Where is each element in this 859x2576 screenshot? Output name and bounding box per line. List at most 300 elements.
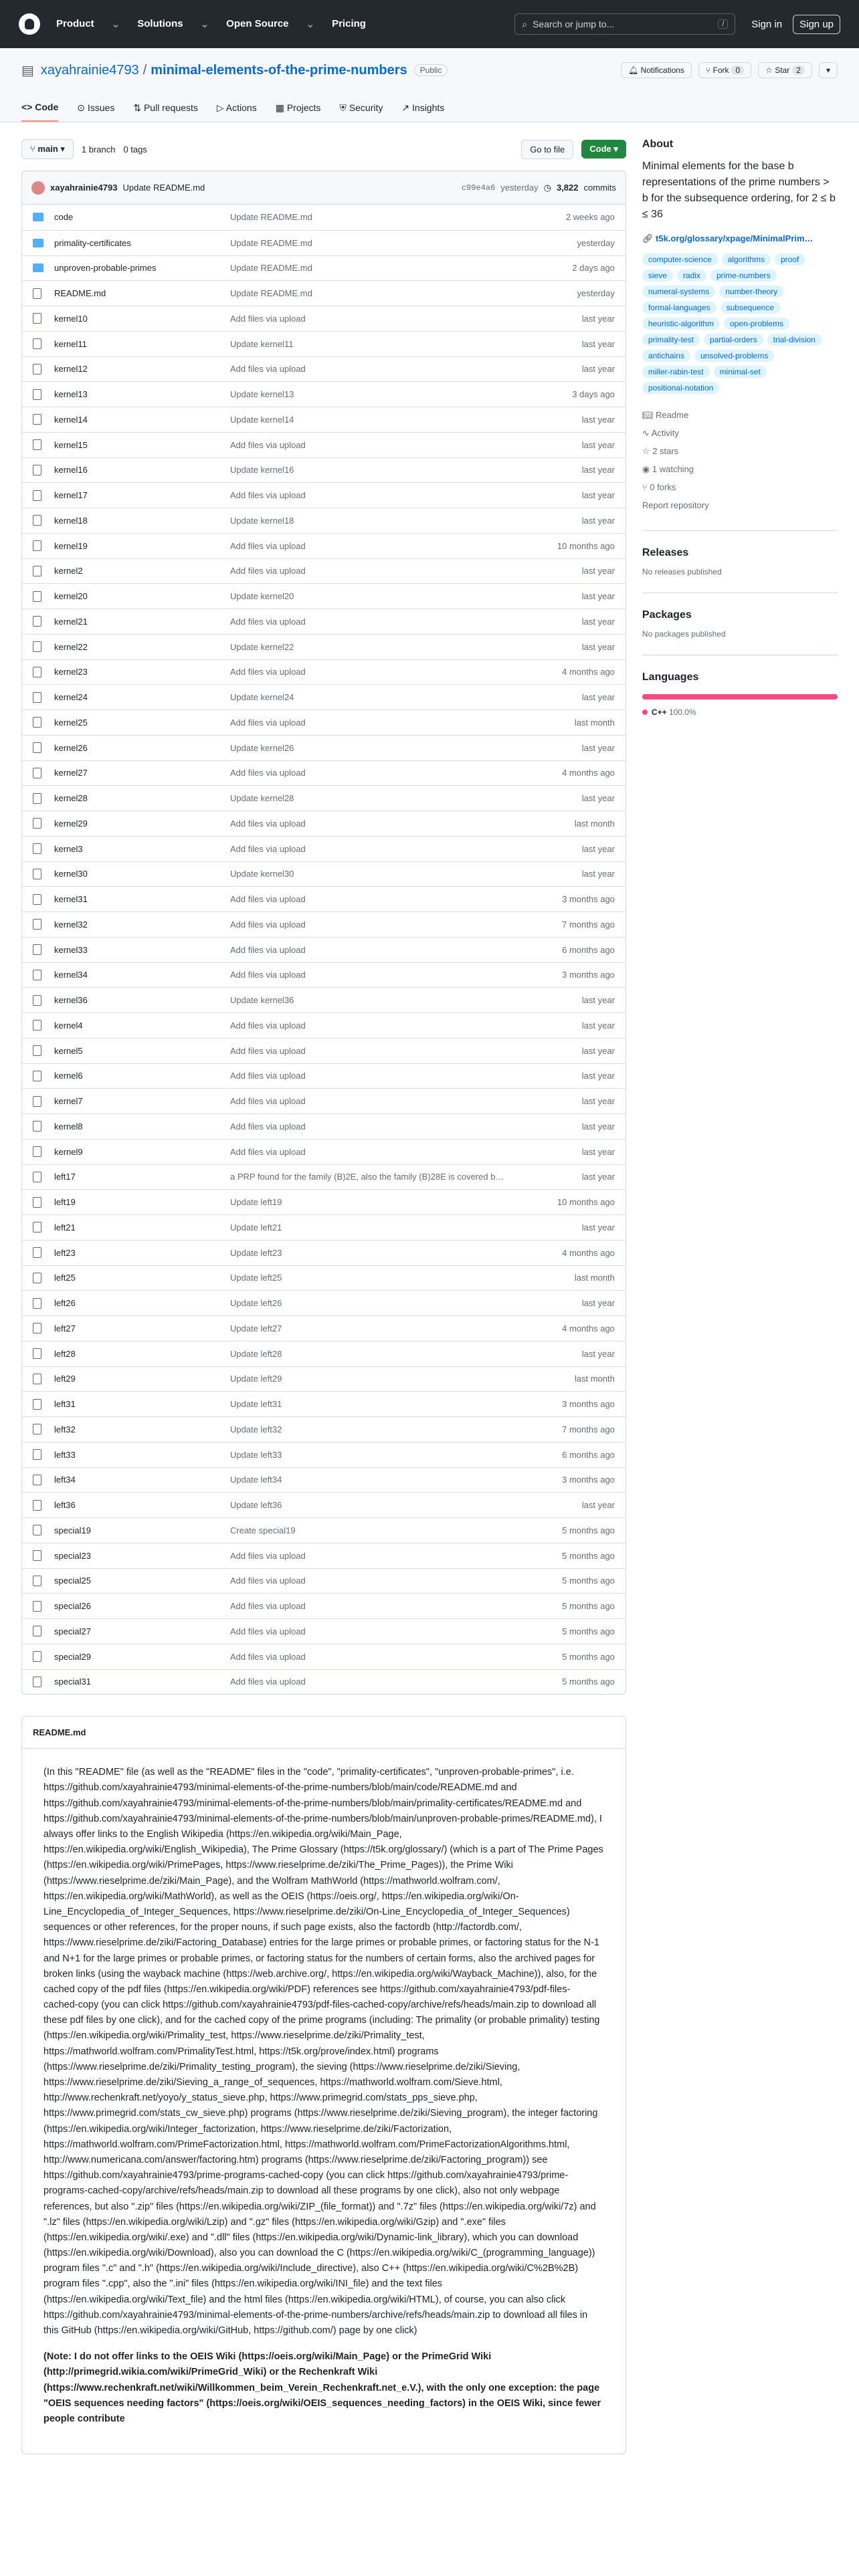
file-name[interactable]: kernel10: [54, 313, 88, 324]
file-name[interactable]: kernel5: [54, 1045, 83, 1056]
file-name[interactable]: left32: [54, 1424, 76, 1434]
file-row[interactable]: [22, 1315, 626, 1341]
file-commit-message[interactable]: Add files via upload: [230, 1576, 306, 1586]
file-row[interactable]: [22, 1517, 626, 1543]
file-commit-message[interactable]: Add files via upload: [230, 944, 306, 955]
file-date: last year: [581, 591, 615, 602]
file-commit-message[interactable]: Add files via upload: [230, 1045, 306, 1056]
file-row[interactable]: [22, 937, 626, 962]
file-commit-message[interactable]: Update README.md: [230, 263, 312, 274]
file-row[interactable]: [22, 1568, 626, 1594]
file-date: last month: [574, 717, 615, 728]
file-name[interactable]: left17: [54, 1172, 76, 1182]
topic-tag[interactable]: trial-division: [767, 334, 822, 346]
nav-solutions[interactable]: Solutions: [137, 18, 183, 29]
file-date: last year: [581, 1121, 615, 1132]
file-date: 5 months ago: [562, 1525, 615, 1535]
file-name[interactable]: kernel24: [54, 692, 88, 703]
tab-issues[interactable]: ⊙ Issues: [77, 102, 115, 113]
file-row[interactable]: [22, 1063, 626, 1089]
file-date: last year: [581, 1500, 615, 1511]
meta-activity-label: Activity: [651, 428, 679, 438]
branches-link[interactable]: 1 branch: [81, 144, 116, 154]
code-button[interactable]: Code ▾: [581, 140, 626, 158]
tab-actions-label: Actions: [225, 102, 257, 113]
file-icon: [33, 869, 41, 879]
file-name[interactable]: kernel3: [54, 843, 83, 854]
file-date: 4 months ago: [562, 667, 615, 677]
file-date: 10 months ago: [557, 1197, 615, 1208]
file-commit-message[interactable]: Update left25: [230, 1273, 282, 1283]
file-name[interactable]: kernel20: [54, 591, 88, 602]
fork-icon: ⑂: [705, 66, 713, 75]
language-pct: 100.0%: [668, 708, 696, 717]
file-row[interactable]: [22, 1265, 626, 1291]
file-name[interactable]: kernel31: [54, 894, 88, 905]
search-input[interactable]: [514, 13, 735, 35]
file-row[interactable]: [22, 609, 626, 634]
file-date: 4 months ago: [562, 1247, 615, 1258]
file-name[interactable]: special25: [54, 1576, 91, 1586]
file-name[interactable]: left25: [54, 1273, 76, 1283]
file-name[interactable]: special26: [54, 1601, 91, 1612]
file-commit-message[interactable]: Add files via upload: [230, 566, 306, 576]
file-commit-message[interactable]: Update left19: [230, 1197, 282, 1208]
signup-button[interactable]: Sign up: [793, 15, 840, 34]
file-row[interactable]: [22, 1416, 626, 1442]
file-name[interactable]: kernel13: [54, 389, 88, 400]
topic-tag[interactable]: subsequence: [721, 302, 780, 314]
file-row[interactable]: [22, 1467, 626, 1493]
file-date: last year: [581, 490, 615, 501]
file-date: last year: [581, 742, 615, 753]
file-name[interactable]: kernel28: [54, 793, 88, 804]
tab-insights[interactable]: ↗ Insights: [401, 102, 445, 113]
file-commit-message[interactable]: Add files via upload: [230, 768, 306, 778]
file-row[interactable]: [22, 962, 626, 988]
file-name[interactable]: kernel2: [54, 566, 83, 576]
file-name[interactable]: kernel30: [54, 869, 88, 879]
file-name[interactable]: left31: [54, 1399, 76, 1410]
tab-security[interactable]: ⛨ Security: [339, 102, 383, 113]
file-date: 4 months ago: [562, 1323, 615, 1333]
avatar: [31, 181, 45, 195]
file-icon: [33, 692, 41, 703]
file-row[interactable]: [22, 1442, 626, 1467]
file-commit-message[interactable]: Add files via upload: [230, 616, 306, 627]
file-name[interactable]: kernel19: [54, 540, 88, 551]
fork-label: Fork: [712, 66, 729, 75]
file-table: [21, 171, 626, 1695]
star-button[interactable]: [758, 62, 812, 78]
packages-title[interactable]: Packages: [642, 609, 692, 621]
file-icon: [33, 793, 41, 804]
file-commit-message[interactable]: Add files via upload: [230, 490, 306, 501]
file-name[interactable]: README.md: [54, 288, 106, 299]
file-row[interactable]: [22, 1290, 626, 1315]
file-name[interactable]: kernel6: [54, 1071, 83, 1081]
file-commit-message[interactable]: Add files via upload: [230, 1677, 306, 1687]
file-row[interactable]: [22, 558, 626, 584]
file-name[interactable]: left19: [54, 1197, 76, 1208]
file-commit-message[interactable]: Update kernel16: [230, 465, 294, 475]
file-row[interactable]: [22, 1644, 626, 1669]
topic-tag[interactable]: algorithms: [722, 253, 771, 265]
file-row[interactable]: [22, 1139, 626, 1164]
file-icon: [33, 818, 41, 829]
file-name[interactable]: kernel21: [54, 616, 88, 627]
tab-actions[interactable]: ▷ Actions: [216, 102, 257, 113]
meta-readme[interactable]: [642, 406, 838, 424]
file-date: 2 weeks ago: [565, 212, 615, 223]
file-date: 5 months ago: [562, 1601, 615, 1612]
file-name[interactable]: kernel32: [54, 919, 88, 930]
topic-tag[interactable]: minimal-set: [714, 366, 767, 378]
topic-tag[interactable]: sieve: [642, 270, 673, 282]
star-icon: ☆: [642, 446, 653, 456]
file-row[interactable]: [22, 1164, 626, 1190]
file-commit-message[interactable]: Update kernel14: [230, 414, 294, 425]
file-name[interactable]: special31: [54, 1677, 91, 1687]
file-commit-message[interactable]: Add files via upload: [230, 970, 306, 980]
file-name[interactable]: kernel8: [54, 1121, 83, 1132]
file-row[interactable]: [22, 331, 626, 356]
file-row[interactable]: [22, 634, 626, 659]
topic-tag[interactable]: radix: [677, 270, 706, 282]
topic-tag[interactable]: number-theory: [719, 286, 783, 298]
topic-tag[interactable]: formal-languages: [642, 302, 717, 314]
file-date: 4 months ago: [562, 768, 615, 778]
file-name[interactable]: kernel23: [54, 667, 88, 677]
file-commit-message[interactable]: Update kernel22: [230, 641, 294, 652]
file-commit-message[interactable]: Update kernel26: [230, 742, 294, 753]
file-icon: [33, 1374, 41, 1384]
file-commit-message[interactable]: a PRP found for the family (B)2E, also the family (B)28E is covered b…: [230, 1172, 504, 1182]
search-shortcut: /: [718, 19, 728, 29]
file-icon: [33, 1525, 41, 1535]
tab-insights-label: Insights: [412, 102, 445, 113]
file-row[interactable]: [22, 230, 626, 255]
file-name[interactable]: special27: [54, 1626, 91, 1636]
file-name[interactable]: kernel22: [54, 641, 88, 652]
book-icon: 📖︎: [642, 410, 656, 420]
file-date: last year: [581, 414, 615, 425]
packages-section: [642, 593, 838, 639]
file-name[interactable]: left36: [54, 1500, 76, 1511]
topic-tag[interactable]: primality-test: [642, 334, 700, 346]
file-commit-message[interactable]: Add files via upload: [230, 540, 306, 551]
file-commit-message[interactable]: Add files via upload: [230, 1601, 306, 1612]
tags-link[interactable]: 0 tags: [123, 144, 147, 154]
file-commit-message[interactable]: Update left26: [230, 1298, 282, 1309]
file-commit-message[interactable]: Add files via upload: [230, 1096, 306, 1107]
topic-tag[interactable]: positional-notation: [642, 382, 719, 394]
file-icon: [33, 1096, 41, 1107]
file-commit-message[interactable]: Create special19: [230, 1525, 296, 1535]
file-commit-message[interactable]: Update kernel28: [230, 793, 294, 804]
file-commit-message[interactable]: Update kernel13: [230, 389, 294, 400]
file-name[interactable]: kernel33: [54, 944, 88, 955]
file-commit-message[interactable]: Add files via upload: [230, 894, 306, 905]
file-name[interactable]: kernel17: [54, 490, 88, 501]
file-icon: [33, 919, 41, 930]
file-name[interactable]: kernel16: [54, 465, 88, 475]
meta-forks[interactable]: [642, 478, 838, 496]
file-name[interactable]: kernel36: [54, 995, 88, 1006]
file-icon: [33, 616, 41, 627]
file-row[interactable]: [22, 1012, 626, 1038]
goto-file-button[interactable]: Go to file: [521, 140, 573, 159]
file-commit-message[interactable]: Add files via upload: [230, 1020, 306, 1031]
file-commit-message[interactable]: Update left28: [230, 1348, 282, 1359]
file-commit-message[interactable]: Add files via upload: [230, 667, 306, 677]
file-name[interactable]: left28: [54, 1348, 76, 1359]
top-nav: Product ⌄ Solutions ⌄ Open Source ⌄ Pricing: [56, 18, 366, 30]
fork-button[interactable]: [698, 62, 751, 78]
latest-commit: [22, 171, 626, 205]
file-row[interactable]: [22, 407, 626, 432]
file-row[interactable]: [22, 381, 626, 407]
file-commit-message[interactable]: Add files via upload: [230, 1146, 306, 1157]
file-name[interactable]: kernel11: [54, 338, 87, 349]
topic-tag[interactable]: prime-numbers: [710, 270, 777, 282]
file-commit-message[interactable]: Add files via upload: [230, 717, 306, 728]
commit-user[interactable]: xayahrainie4793: [50, 183, 118, 193]
file-row[interactable]: [22, 710, 626, 735]
file-name[interactable]: kernel7: [54, 1096, 83, 1107]
file-date: yesterday: [577, 237, 615, 248]
file-commit-message[interactable]: Update left32: [230, 1424, 282, 1434]
file-row[interactable]: [22, 811, 626, 836]
topic-tag[interactable]: antichains: [642, 350, 690, 362]
tab-projects[interactable]: ▦ Projects: [275, 102, 321, 113]
nav-open-source[interactable]: Open Source: [226, 18, 289, 29]
star-dropdown-button[interactable]: ▾: [819, 62, 838, 78]
file-commit-message[interactable]: Update left33: [230, 1449, 282, 1460]
file-name[interactable]: left34: [54, 1475, 76, 1485]
file-icon: [33, 1020, 41, 1031]
repo-owner-link[interactable]: xayahrainie4793: [40, 62, 139, 78]
branch-name: main: [37, 144, 58, 154]
file-commit-message[interactable]: Add files via upload: [230, 439, 306, 450]
file-row[interactable]: [22, 1492, 626, 1517]
topic-tag[interactable]: proof: [775, 253, 805, 265]
file-icon: [33, 1500, 41, 1511]
file-icon: [33, 944, 41, 955]
file-row[interactable]: [22, 306, 626, 331]
file-commit-message[interactable]: Update README.md: [230, 237, 312, 248]
topic-tag[interactable]: open-problems: [724, 318, 789, 330]
website-link-text[interactable]: t5k.org/glossary/xpage/MinimalPrim…: [656, 233, 814, 243]
file-commit-message[interactable]: Add files via upload: [230, 313, 306, 324]
file-commit-message[interactable]: Update left29: [230, 1374, 282, 1384]
file-row[interactable]: [22, 836, 626, 861]
file-name[interactable]: kernel26: [54, 742, 88, 753]
file-row[interactable]: [22, 785, 626, 811]
file-name[interactable]: left26: [54, 1298, 76, 1309]
folder-icon: [33, 239, 43, 247]
file-row[interactable]: [22, 735, 626, 760]
file-name[interactable]: kernel14: [54, 414, 88, 425]
file-name[interactable]: kernel27: [54, 768, 88, 778]
file-date: last year: [581, 1348, 615, 1359]
file-commit-message[interactable]: Update left27: [230, 1323, 282, 1333]
releases-title[interactable]: Releases: [642, 547, 689, 558]
file-commit-message[interactable]: Add files via upload: [230, 1626, 306, 1636]
file-icon: [33, 1550, 41, 1561]
file-name[interactable]: kernel18: [54, 515, 88, 526]
file-name[interactable]: kernel29: [54, 818, 88, 829]
file-icon: [33, 768, 41, 778]
file-name[interactable]: kernel9: [54, 1146, 83, 1157]
file-row[interactable]: [22, 911, 626, 937]
topic-tag[interactable]: heuristic-algorithm: [642, 318, 720, 330]
file-commit-message[interactable]: Add files via upload: [230, 818, 306, 829]
file-commit-message[interactable]: Update kernel36: [230, 995, 294, 1006]
file-row[interactable]: [22, 205, 626, 230]
file-row[interactable]: [22, 1189, 626, 1214]
file-name[interactable]: special19: [54, 1525, 91, 1535]
file-commit-message[interactable]: Update kernel30: [230, 869, 294, 879]
file-commit-message[interactable]: Update README.md: [230, 288, 312, 299]
file-name[interactable]: special29: [54, 1651, 91, 1662]
file-row[interactable]: [22, 356, 626, 382]
file-commit-message[interactable]: Add files via upload: [230, 1651, 306, 1662]
file-icon: [33, 1247, 41, 1258]
file-row[interactable]: [22, 659, 626, 685]
file-commit-message[interactable]: Update left36: [230, 1500, 282, 1511]
file-row[interactable]: [22, 533, 626, 558]
meta-watching[interactable]: [642, 460, 838, 478]
commit-message[interactable]: Update README.md: [122, 183, 205, 193]
file-row[interactable]: [22, 1113, 626, 1139]
file-row[interactable]: [22, 861, 626, 887]
file-date: 10 months ago: [557, 540, 615, 551]
repo-name-link[interactable]: minimal-elements-of-the-prime-numbers: [151, 62, 407, 78]
file-row[interactable]: [22, 1341, 626, 1366]
file-name[interactable]: code: [54, 212, 74, 223]
file-name[interactable]: left29: [54, 1374, 76, 1384]
topic-tag[interactable]: computer-science: [642, 253, 718, 265]
file-icon: [33, 1222, 41, 1232]
topic-tag[interactable]: numeral-systems: [642, 286, 715, 298]
file-name[interactable]: kernel4: [54, 1020, 83, 1031]
readme-note: (Note: I do not offer links to the OEIS Wiki (https://oeis.org/wiki/Main_Page) or the PrimeGrid Wiki (http://primegrid.wikia.com/wiki/PrimeGrid_Wiki) or the Rechenkraft Wiki (https://www.rechenkraft.net/wiki/Willkommen_beim_Verein_Rechenkraft.net_e.V.), with the only one exception: the page "OEIS sequences needing factors" (https://oeis.org/wiki/OEIS_sequences_needing_factors) in the OEIS Wiki, since fewer people contribute: [43, 2351, 601, 2424]
file-commit-message[interactable]: Update kernel11: [230, 338, 294, 349]
file-date: 3 months ago: [562, 894, 615, 905]
file-commit-message[interactable]: Update kernel20: [230, 591, 294, 602]
readme-header: [22, 1717, 626, 1749]
github-logo-icon[interactable]: [19, 13, 40, 35]
file-row[interactable]: [22, 760, 626, 786]
file-commit-message[interactable]: Add files via upload: [230, 843, 306, 854]
notifications-button[interactable]: [621, 62, 692, 78]
file-row[interactable]: [22, 1543, 626, 1568]
file-row[interactable]: [22, 1618, 626, 1644]
nav-product[interactable]: Product: [56, 18, 94, 29]
file-commit-message[interactable]: Update README.md: [230, 212, 312, 223]
tab-pull-requests[interactable]: ⇅ Pull requests: [133, 102, 198, 113]
commit-hash[interactable]: c99e4a6: [461, 183, 496, 193]
signin-link[interactable]: Sign in: [751, 18, 783, 30]
file-row[interactable]: [22, 1088, 626, 1113]
website-link[interactable]: [642, 233, 838, 244]
tab-code[interactable]: <> Code: [21, 102, 58, 122]
file-commit-message[interactable]: Update kernel24: [230, 692, 294, 703]
file-row[interactable]: [22, 1669, 626, 1695]
file-name[interactable]: unproven-probable-primes: [54, 263, 157, 274]
meta-activity[interactable]: [642, 424, 838, 442]
file-commit-message[interactable]: Add files via upload: [230, 1121, 306, 1132]
topic-tag[interactable]: unsolved-problems: [694, 350, 774, 362]
language-item[interactable]: [642, 708, 838, 717]
fork-count: 0: [731, 66, 744, 75]
topic-tag[interactable]: miller-rabin-test: [642, 366, 710, 378]
file-date: last year: [581, 364, 615, 374]
file-name[interactable]: left21: [54, 1222, 76, 1232]
file-row[interactable]: [22, 1214, 626, 1240]
file-row[interactable]: [22, 1240, 626, 1265]
file-row[interactable]: [22, 1391, 626, 1416]
file-icon: [33, 1601, 41, 1612]
file-commit-message[interactable]: Add files via upload: [230, 364, 306, 374]
file-row[interactable]: [22, 1038, 626, 1063]
file-row[interactable]: [22, 255, 626, 281]
file-icon: [33, 1121, 41, 1132]
file-commit-message[interactable]: Add files via upload: [230, 1550, 306, 1561]
bell-icon: 🔔︎: [628, 66, 641, 75]
tab-security-label: Security: [349, 102, 383, 113]
meta-stars[interactable]: [642, 442, 838, 460]
file-row[interactable]: [22, 508, 626, 533]
file-commit-message[interactable]: Add files via upload: [230, 1071, 306, 1081]
file-row[interactable]: [22, 987, 626, 1012]
file-row[interactable]: [22, 886, 626, 911]
file-row[interactable]: [22, 1366, 626, 1392]
file-commit-message[interactable]: Update left31: [230, 1399, 282, 1410]
nav-pricing[interactable]: Pricing: [332, 18, 366, 29]
file-row[interactable]: [22, 432, 626, 457]
file-row[interactable]: [22, 583, 626, 609]
report-link[interactable]: Report repository: [642, 500, 709, 510]
branch-select[interactable]: ⑂ main ▾: [21, 139, 74, 159]
file-name[interactable]: kernel34: [54, 970, 88, 980]
file-row[interactable]: [22, 457, 626, 483]
file-row[interactable]: [22, 1593, 626, 1618]
file-commit-message[interactable]: Add files via upload: [230, 919, 306, 930]
file-commit-message[interactable]: Update kernel18: [230, 515, 294, 526]
file-row[interactable]: [22, 482, 626, 508]
file-name[interactable]: kernel25: [54, 717, 88, 728]
file-row[interactable]: [22, 684, 626, 710]
file-name[interactable]: kernel15: [54, 439, 88, 450]
file-commit-message[interactable]: Update left23: [230, 1247, 282, 1258]
file-row[interactable]: [22, 280, 626, 306]
file-name[interactable]: primality-certificates: [54, 237, 131, 248]
file-name[interactable]: kernel12: [54, 364, 88, 374]
file-name[interactable]: left33: [54, 1449, 76, 1460]
file-name[interactable]: left23: [54, 1247, 76, 1258]
about-title: About: [642, 138, 674, 150]
topic-tag[interactable]: partial-orders: [704, 334, 763, 346]
file-date: 7 months ago: [562, 1424, 615, 1434]
file-date: last year: [581, 1172, 615, 1182]
file-commit-message[interactable]: Update left34: [230, 1475, 282, 1485]
file-name[interactable]: special23: [54, 1550, 91, 1561]
file-name[interactable]: left27: [54, 1323, 76, 1333]
commit-count[interactable]: 3,822: [556, 183, 579, 193]
file-commit-message[interactable]: Update left21: [230, 1222, 282, 1232]
